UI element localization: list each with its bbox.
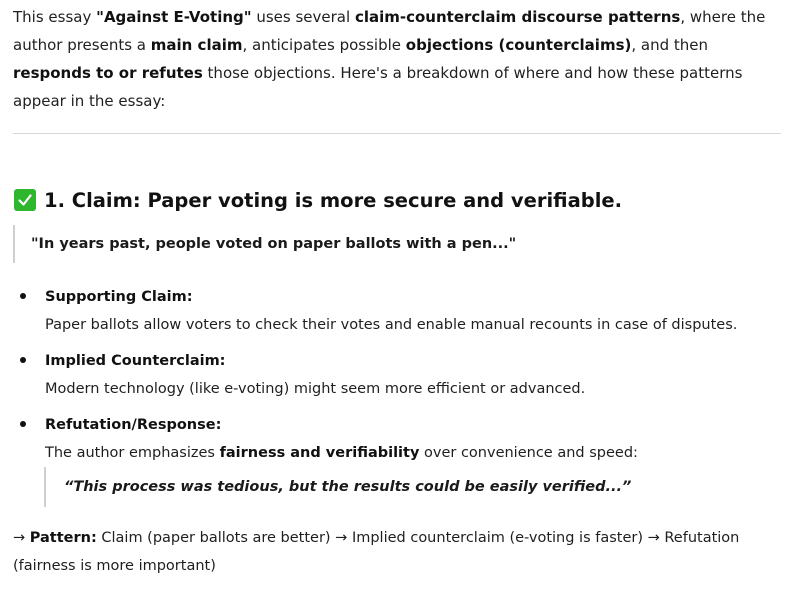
intro-bold: main claim xyxy=(150,36,243,54)
list-item-body-text: over convenience and speed: xyxy=(419,445,638,461)
intro-text: , anticipates possible xyxy=(242,36,406,54)
intro-text: uses several xyxy=(251,8,355,26)
list-item-body xyxy=(45,440,638,466)
bullet-icon xyxy=(20,293,26,299)
list-item-title: Refutation/Response: xyxy=(45,417,222,433)
essay-title: "Against E-Voting" xyxy=(96,8,252,26)
list-item-body-text: The author emphasizes xyxy=(45,445,220,461)
blockquote xyxy=(13,225,516,263)
intro-bold: objections (counterclaims) xyxy=(405,36,632,54)
list-item-title: Implied Counterclaim: xyxy=(45,353,226,369)
section-heading-text: 1. Claim: Paper voting is more secure and verifiable. xyxy=(44,188,623,212)
section-heading xyxy=(14,186,622,214)
bullet-icon xyxy=(20,421,26,427)
bullet-icon xyxy=(20,357,26,363)
intro-paragraph xyxy=(13,3,783,115)
intro-bold: claim-counterclaim discourse patterns xyxy=(354,8,681,26)
intro-bold: responds to or refutes xyxy=(13,64,203,82)
list-item-body: Modern technology (like e-voting) might seem more efficient or advanced. xyxy=(45,381,586,397)
pattern-summary xyxy=(13,524,785,580)
list-item-title: Supporting Claim: xyxy=(45,289,193,305)
list-item-body: Paper ballots allow voters to check their votes and enable manual recounts in case of disputes. xyxy=(45,317,738,333)
blockquote-text: "In years past, people voted on paper ballots with a pen..." xyxy=(31,236,517,252)
nested-blockquote-text: “This process was tedious, but the results could be easily verified...” xyxy=(64,479,632,495)
intro-text: This essay xyxy=(13,8,97,26)
arrow-icon: → xyxy=(13,530,30,546)
pattern-label: Pattern: xyxy=(29,530,97,546)
list-item-body-bold: fairness and verifiability xyxy=(219,445,420,461)
intro-text: , and then xyxy=(631,36,709,54)
intro-text: those objections. Here's a breakdown of where and how these patterns appear in the essay: xyxy=(13,64,743,110)
pattern-text: Claim (paper ballots are better) → Implied counterclaim (e-voting is faster) → Refutation (fairness is more important) xyxy=(13,530,740,574)
intro-text: , where the author presents a xyxy=(13,8,766,54)
nested-blockquote xyxy=(44,467,631,507)
divider xyxy=(13,133,781,134)
check-mark-icon xyxy=(14,189,36,211)
